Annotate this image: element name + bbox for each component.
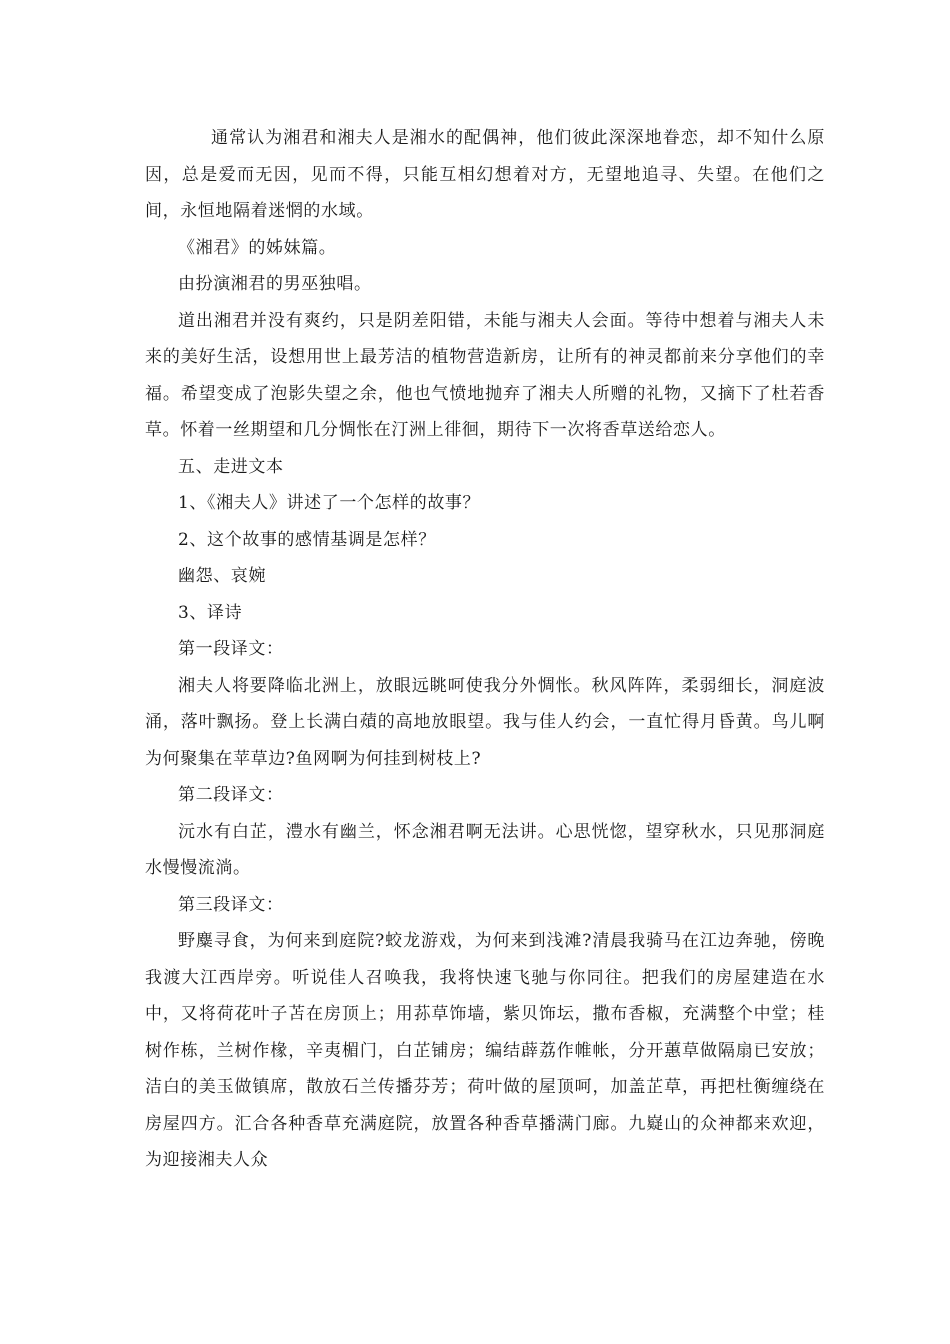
translation-3-text: 野麋寻食，为何来到庭院?蛟龙游戏，为何来到浅滩?清晨我骑马在江边奔驰，傍晚我渡大江西岸旁。听说佳人召唤我，我将快速飞驰与你同往。把我们的房屋建造在水中，又将荷花叶子苫在房顶上；用荪草饰墙，紫贝饰坛，撒布香椒，充满整个中堂；桂树作栋，兰树作椽，辛夷楣门，白芷铺房；编结薜荔作帷帐，分开蕙草做隔扇已安放；洁白的美玉做镇席，散放石兰传播芬芳；荷叶做的屋顶呵，加盖芷草，再把杜衡缠绕在房屋四方。汇合各种香草充满庭院，放置各种香草播满门廊。九嶷山的众神都来欢迎，为迎接湘夫人众 [145,931,825,1170]
answer-2: 幽怨、哀婉 [178,566,266,586]
paragraph-summary: 道出湘君并没有爽约，只是阴差阳错，未能与湘夫人会面。等待中想着与湘夫人未来的美好生活，设想用世上最芳洁的植物营造新房，让所有的神灵都前来分享他们的幸福。希望变成了泡影失望之余，他也气愤地抛弃了湘夫人所赠的礼物，又摘下了杜若香草。怀着一丝期望和几分惆怅在汀洲上徘徊，期待下一次将香草送给恋人。 [145,310,825,440]
translation-1-text: 湘夫人将要降临北洲上，放眼远眺呵使我分外惆怅。秋风阵阵，柔弱细长，洞庭波涌，落叶飘扬。登上长满白薠的高地放眼望。我与佳人约会，一直忙得月昏黄。鸟儿啊为何聚集在苹草边?鱼网啊为何挂到树枝上? [145,675,825,769]
translation-2-text: 沅水有白芷，澧水有幽兰，怀念湘君啊无法讲。心思恍惚，望穿秋水，只见那洞庭水慢慢流淌。 [145,821,825,878]
paragraph-sister-piece: 《湘君》的姊妹篇。 [178,237,337,258]
paragraph-intro: 通常认为湘君和湘夫人是湘水的配偶神，他们彼此深深地眷恋，却不知什么原因，总是爱而无因，见而不得，只能互相幻想着对方，无望地追寻、失望。在他们之间，永恒地隔着迷惘的水域。 [145,128,825,221]
question-1: 1、《湘夫人》讲述了一个怎样的故事？ [178,493,481,513]
paragraph-solo: 由扮演湘君的男巫独唱。 [178,274,372,294]
question-2: 2、这个故事的感情基调是怎样？ [178,529,436,550]
translation-1-heading: 第一段译文： [178,639,284,659]
section-heading: 五、走进文本 [178,456,284,477]
translation-2-heading: 第二段译文： [178,785,284,805]
translation-3-heading: 第三段译文： [178,894,284,915]
item-3-heading: 3、译诗 [178,602,243,623]
document-body [145,120,825,1179]
